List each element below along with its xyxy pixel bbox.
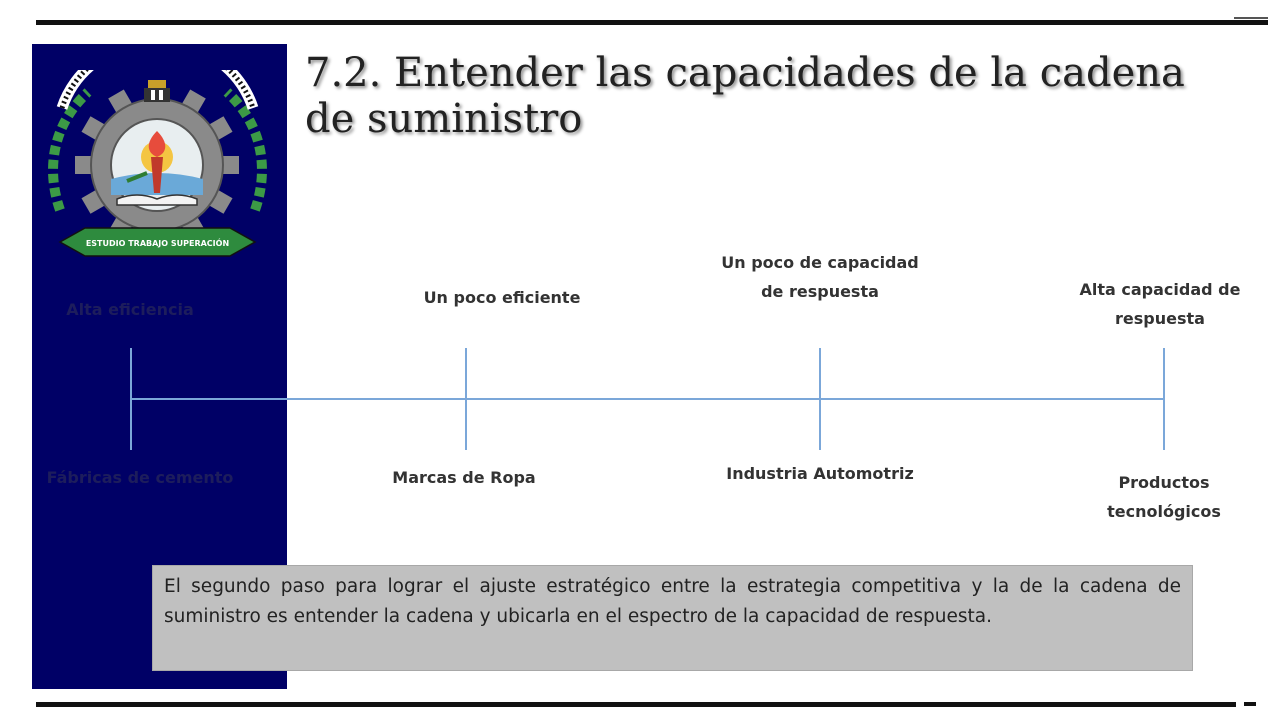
bottom-rule-end (1244, 702, 1256, 706)
explanation-note: El segundo paso para lograr el ajuste estratégico entre la estrategia competitiva y la de la cadena de suministro es entender la cadena y ubicarla en el espectro de la capacidad de respuesta. (152, 565, 1193, 671)
spectrum-bottom-label: Industria Automotriz (726, 464, 914, 483)
spectrum-bottom-label: Marcas de Ropa (392, 468, 536, 487)
spectrum-bottom-label: Productos tecnológicos (1107, 473, 1221, 521)
bottom-rule (36, 702, 1236, 707)
spectrum-top-label: Un poco de capacidad de respuesta (721, 253, 919, 301)
spectrum-top-label: Alta capacidad de respuesta (1079, 280, 1241, 328)
slide-title: 7.2. Entender las capacidades de la cadena de suministro (305, 50, 1185, 142)
spectrum-top-label: Alta eficiencia (66, 300, 194, 319)
spectrum-bottom-label: Fábricas de cemento (46, 468, 234, 487)
motto-text: ESTUDIO TRABAJO SUPERACIÓN (85, 239, 230, 248)
spectrum-top-label: Un poco eficiente (423, 288, 581, 307)
